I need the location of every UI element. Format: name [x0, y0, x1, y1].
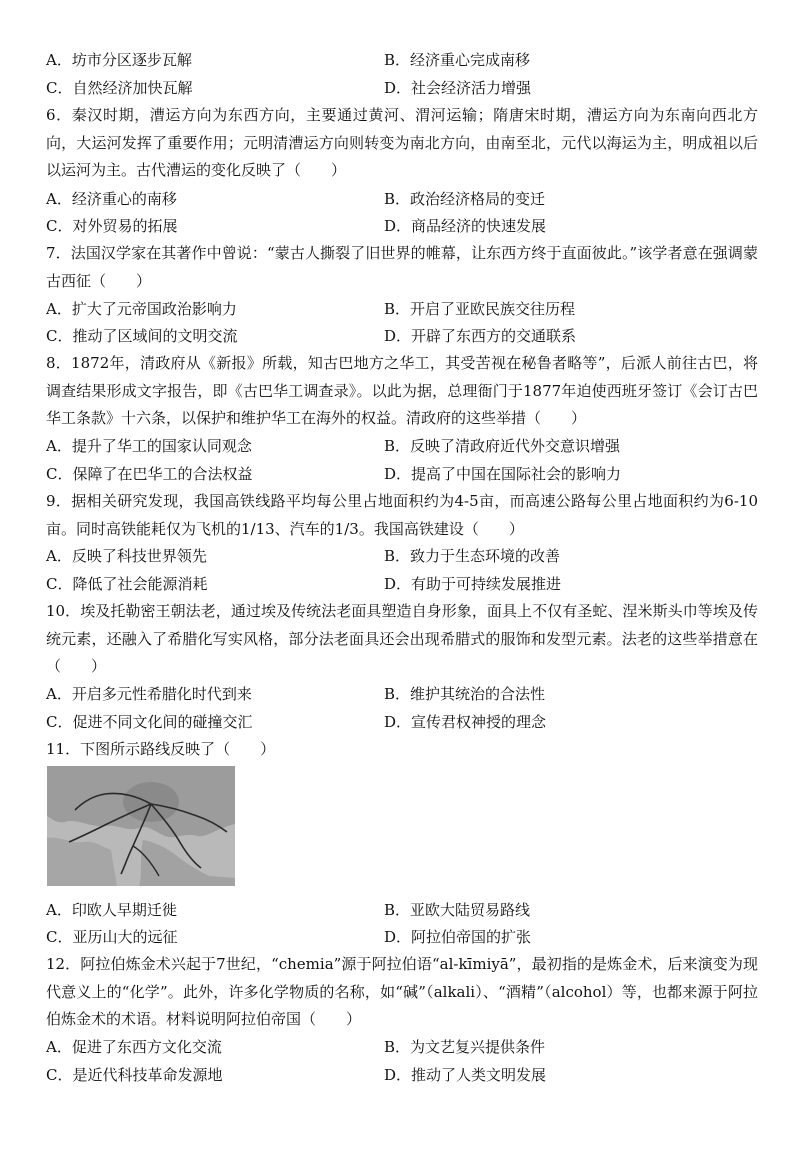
question-12-option-d: D．推动了人类文明发展 [384, 1066, 547, 1084]
question-10-stem: 10．埃及托勒密王朝法老，通过埃及传统法老面具塑造自身形象，面具上不仅有圣蛇、涅米斯头巾等埃及传统元素，还融入了希腊化写实风格，部分法老面具还会出现希腊式的服饰和发型元素。法老的这些举措意在（ ） [46, 602, 758, 676]
question-9-option-d: D．有助于可持续发展推进 [384, 575, 562, 593]
route-map-image [47, 766, 235, 886]
question-7-option-d: D．开辟了东西方的交通联系 [384, 327, 577, 345]
question-10-option-c: C．促进不同文化间的碰撞交汇 [46, 713, 253, 731]
question-9-stem: 9．据相关研究发现，我国高铁线路平均每公里占地面积约为4-5亩，而高速公路每公里占地面积约为6-10亩。同时高铁能耗仅为飞机的1/13、汽车的1/3。我国高铁建设（ ） [46, 492, 758, 538]
question-10-option-a: A．开启多元性希腊化时代到来 [46, 685, 252, 703]
question-12-option-c: C．是近代科技革命发源地 [46, 1066, 223, 1084]
question-11-option-c: C．亚历山大的远征 [46, 928, 178, 946]
prev-option-b: B．经济重心完成南移 [384, 51, 531, 69]
question-6-option-c: C．对外贸易的拓展 [46, 217, 178, 235]
question-8-option-d: D．提高了中国在国际社会的影响力 [384, 465, 622, 483]
question-6-option-a: A．经济重心的南移 [46, 190, 177, 208]
question-11-option-b: B．亚欧大陆贸易路线 [384, 901, 531, 919]
question-7-option-b: B．开启了亚欧民族交往历程 [384, 300, 576, 318]
question-8-stem: 8．1872年，清政府从《新报》所载，知古巴地方之华工，其受苦视在秘鲁者略等”，后派人前往古巴，将调查结果形成文字报告，即《古巴华工调查录》。以此为据，总理衙门于1877年迫使西班牙签订《会订古巴华工条款》十六条，以保护和维护华工在海外的权益。清政府的这些举措（ ） [46, 354, 758, 428]
prev-option-d: D．社会经济活力增强 [384, 79, 532, 97]
question-12-option-b: B．为文艺复兴提供条件 [384, 1038, 546, 1056]
question-11-option-a: A．印欧人早期迁徙 [46, 901, 177, 919]
question-9-option-a: A．反映了科技世界领先 [46, 547, 207, 565]
question-9-option-c: C．降低了社会能源消耗 [46, 575, 208, 593]
question-7-option-c: C．推动了区域间的文明交流 [46, 327, 238, 345]
question-11-stem: 11．下图所示路线反映了（ ） [46, 740, 276, 758]
route-map-drawing [47, 766, 235, 886]
question-11-option-d: D．阿拉伯帝国的扩张 [384, 928, 532, 946]
question-8-option-c: C．保障了在巴华工的合法权益 [46, 465, 253, 483]
question-6-stem: 6．秦汉时期，漕运方向为东西方向，主要通过黄河、渭河运输；隋唐宋时期，漕运方向为东南向西北方向，大运河发挥了重要作用；元明清漕运方向则转变为南北方向，由南至北，元代以海运为主，明成祖以后以运河为主。古代漕运的变化反映了（ ） [46, 106, 758, 180]
map-origin-region [123, 782, 179, 822]
question-9-option-b: B．致力于生态环境的改善 [384, 547, 561, 565]
question-12-stem: 12．阿拉伯炼金术兴起于7世纪，“chemia”源于阿拉伯语“al-kīmiyā”，最初指的是炼金术，后来演变为现代意义上的“化学”。此外，许多化学物质的名称，如“碱”（alkali）、“酒精”（alcohol）等，也都来源于阿拉伯炼金术的术语。材料说明阿拉伯帝国（ ） [46, 955, 758, 1029]
question-10-option-d: D．宣传君权神授的理念 [384, 713, 547, 731]
question-7-option-a: A．扩大了元帝国政治影响力 [46, 300, 237, 318]
prev-option-a: A．坊市分区逐步瓦解 [46, 51, 192, 69]
question-8-option-b: B．反映了清政府近代外交意识增强 [384, 437, 621, 455]
question-6-option-d: D．商品经济的快速发展 [384, 217, 547, 235]
question-12-option-a: A．促进了东西方文化交流 [46, 1038, 222, 1056]
question-6-option-b: B．政治经济格局的变迁 [384, 190, 546, 208]
question-7-stem: 7．法国汉学家在其著作中曾说：“蒙古人撕裂了旧世界的帷幕，让东西方终于直面彼此。”该学者意在强调蒙古西征（ ） [46, 244, 758, 290]
question-10-option-b: B．维护其统治的合法性 [384, 685, 546, 703]
question-8-option-a: A．提升了华工的国家认同观念 [46, 437, 252, 455]
prev-option-c: C．自然经济加快瓦解 [46, 79, 193, 97]
